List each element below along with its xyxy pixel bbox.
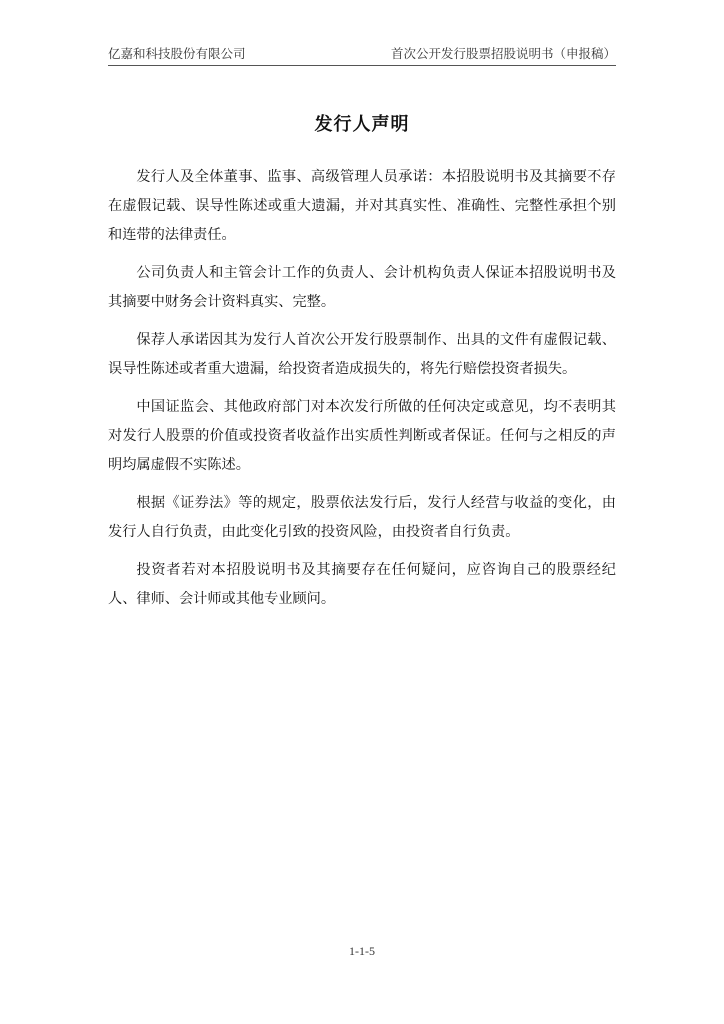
page-number: 1-1-5 xyxy=(349,944,375,958)
paragraph: 中国证监会、其他政府部门对本次发行所做的任何决定或意见，均不表明其对发行人股票的价值或投资者收益作出实质性判断或者保证。任何与之相反的声明均属虚假不实陈述。 xyxy=(108,399,616,473)
paragraph: 根据《证券法》等的规定，股票依法发行后，发行人经营与收益的变化，由发行人自行负责，由此变化引致的投资风险，由投资者自行负责。 xyxy=(108,495,616,540)
paragraph: 公司负责人和主管会计工作的负责人、会计机构负责人保证本招股说明书及其摘要中财务会计资料真实、完整。 xyxy=(108,265,616,310)
page-title: 发行人声明 xyxy=(314,114,410,135)
statement-body xyxy=(108,163,616,623)
paragraph: 投资者若对本招股说明书及其摘要存在任何疑问，应咨询自己的股票经纪人、律师、会计师或其他专业顾问。 xyxy=(108,562,616,607)
header-document-name: 首次公开发行股票招股说明书（申报稿） xyxy=(390,46,616,61)
page-header xyxy=(108,40,616,66)
header-company-name: 亿嘉和科技股份有限公司 xyxy=(108,46,246,61)
paragraph: 保荐人承诺因其为发行人首次公开发行股票制作、出具的文件有虚假记载、误导性陈述或者重大遗漏，给投资者造成损失的，将先行赔偿投资者损失。 xyxy=(108,332,616,377)
paragraph: 发行人及全体董事、监事、高级管理人员承诺：本招股说明书及其摘要不存在虚假记载、误导性陈述或重大遗漏，并对其真实性、准确性、完整性承担个别和连带的法律责任。 xyxy=(108,169,616,243)
